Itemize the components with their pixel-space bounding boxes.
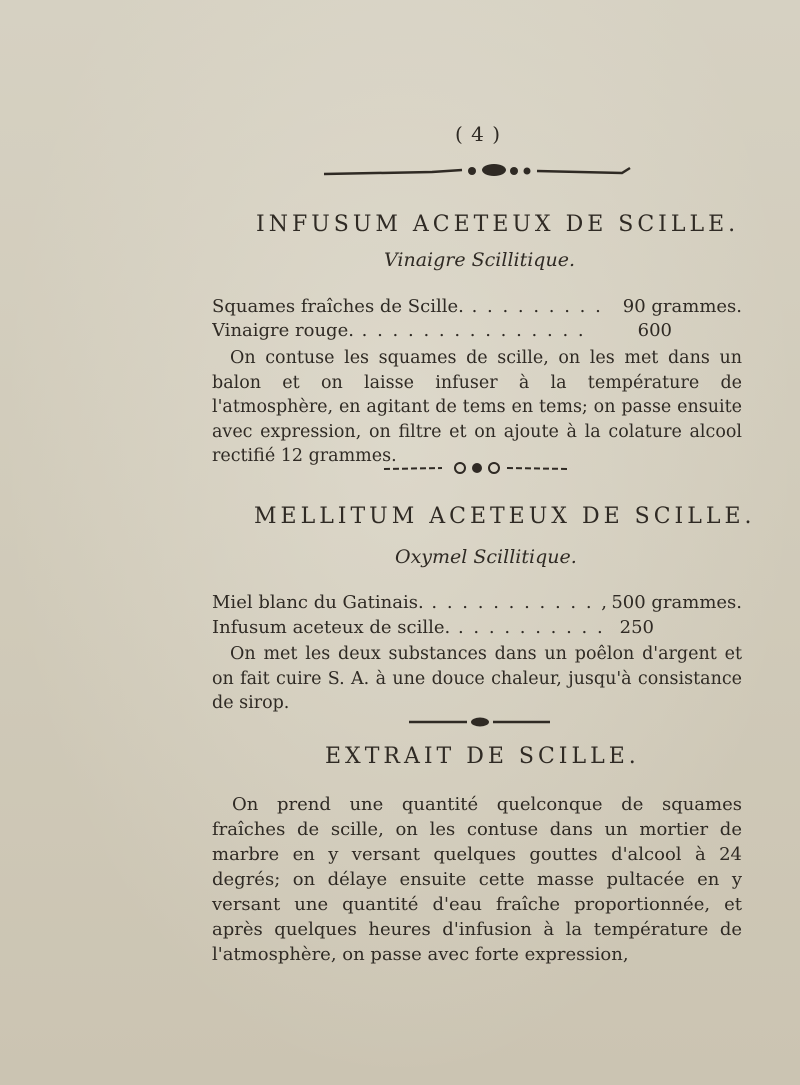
ingredient-quantity: 90 grammes. (622, 296, 742, 317)
leader-dots: . . . . . . . . . . . . . . . (353, 320, 586, 341)
ingredient-name: Vinaigre rouge. (212, 320, 354, 341)
section1-paragraph: On contuse les squames de scille, on les met dans un balon et on laisse infuser à la température de l'atmosphère, en agitant de tems en tems; on passe ensuite avec expression, on filtre et on ajoute à la colature alcool rectifié 12 grammes. (212, 348, 742, 466)
ingredient-quantity: 500 grammes. (611, 592, 742, 613)
section3-title: EXTRAIT DE SCILLE. (325, 744, 640, 769)
section3-paragraph: On prend une quantité quelconque de squames fraîches de scille, on les contuse dans un mortier de marbre en y versant quelques gouttes d'alcool à 24 degrés; on délaye ensuite cette masse pultacée en y versant une quantité d'eau fraîche proportionnée, et après quelques heures d'infusion à la température de l'atmosphère, on passe avec forte expression, (212, 794, 742, 965)
section-divider (382, 460, 572, 476)
ingredient-row (212, 617, 742, 641)
section-divider (407, 715, 552, 729)
ingredient-name: Infusum aceteux de scille. (212, 617, 451, 638)
section2-title: MELLITUM ACETEUX DE SCILLE. (254, 504, 756, 529)
leader-dots: . . . . . . . . . . . , (423, 592, 610, 613)
leader-dots: . . . . . . . . . (463, 296, 603, 317)
ingredient-quantity: 250 (619, 617, 654, 638)
section1-subtitle: Vinaigre Scillitique. (384, 249, 575, 271)
ingredient-row (212, 592, 742, 616)
page-number: ( 4 ) (455, 122, 502, 146)
ingredient-row (212, 320, 742, 344)
ingredient-row (212, 296, 742, 320)
section1-title: INFUSUM ACETEUX DE SCILLE. (256, 212, 740, 237)
top-ornament (322, 160, 632, 182)
ingredient-name: Miel blanc du Gatinais. (212, 592, 424, 613)
ingredient-name: Squames fraîches de Scille. (212, 296, 464, 317)
ingredient-quantity: 600 (637, 320, 672, 341)
section2-subtitle: Oxymel Scillitique. (395, 546, 577, 568)
section2-paragraph: On met les deux substances dans un poêlon d'argent et on fait cuire S. A. à une douce chaleur, jusqu'à consistance de sirop. (212, 644, 742, 713)
leader-dots: . . . . . . . . . . (450, 617, 605, 638)
